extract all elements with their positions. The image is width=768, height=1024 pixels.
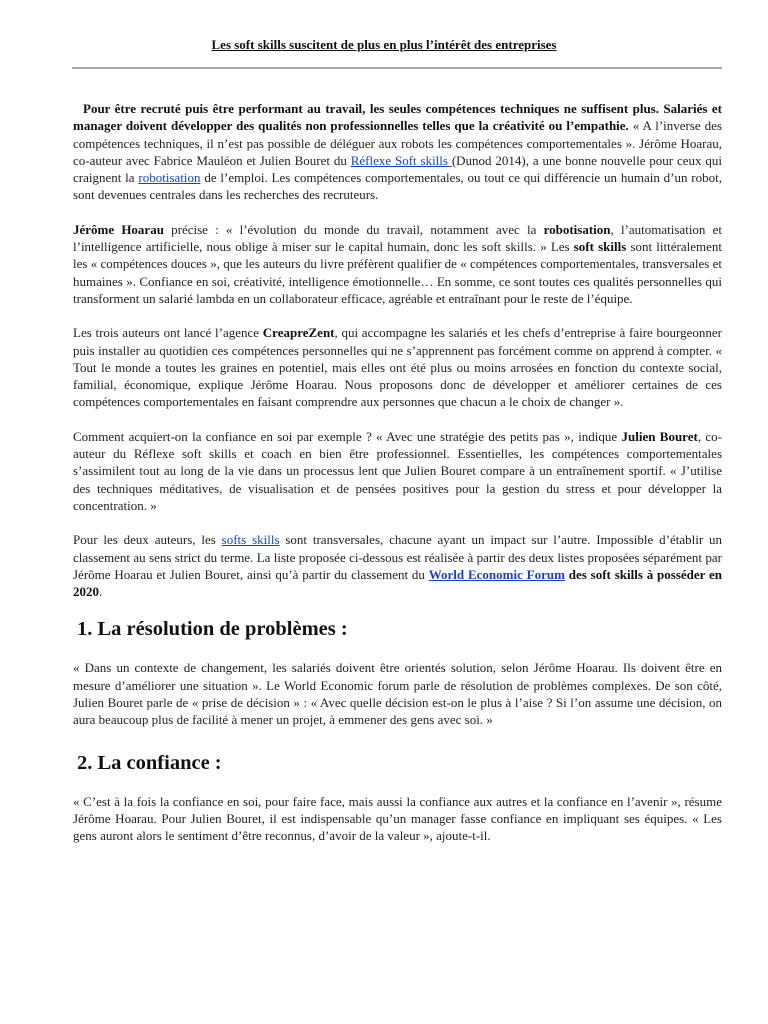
bold-robotisation: robotisation [543, 221, 611, 237]
article-body [73, 100, 722, 862]
heading-confidence: 2. La confiance : [77, 751, 222, 774]
hoarau-text-1: précise : « l’évolution du monde du travail, notamment avec la [163, 221, 544, 237]
book-link[interactable]: Réflexe Soft skills [350, 152, 452, 168]
ranking-text-3: . [99, 584, 103, 600]
title-divider [72, 67, 722, 69]
softs-skills-link[interactable]: softs skills [221, 532, 280, 548]
agency-text-2: , qui accompagne les salariés et les chefs d’entreprise à faire bourgeonner puis installer au quotidien ces compétences personnelles qui ne s’apprennent pas forcément comme on apprend à compter. « Tout le monde a toutes les graines en potentiel, mais elles ont été plus ou moins arrosées en fonction du contexte social, familial, économique, explique Jérôme Hoarau. Nous proposons donc de développer et améliorer certaines de ces compétences comportementales en faisant comprendre aux personnes que chacun a le choix de changer ». [73, 325, 723, 410]
intro-text-3: de l’emploi. Les compétences comportementales, ou tout ce qui différencie un humain d’un robot, sont devenues centrales dans les recherches des recruteurs. [73, 170, 723, 203]
bouret-text-2: , co-auteur du Réflexe soft skills et coach en bien être professionnel. Essentielles, les compétences comportementales s’assimilent tout au long de la vie dans un processus lent que Julien Bouret compare à un entraînement sportif. « J’utilise des techniques méditatives, de visualisation et de pensées positives pour la gestion du stress et pour développer la concentration. » [73, 428, 722, 513]
hoarau-text-3: sont littéralement les « compétences douces », que les auteurs du livre préfèrent qualifier de « compétences comportementales, transversales et humaines ». Confiance en soi, créativité, intelligence émotionnelle… En somme, ce sont toutes ces qualités personnelles qui transforment un salarié lambda en un collaborateur efficace, agréable et entraînant pour le reste de l’équipe. [73, 239, 722, 306]
intro-text-1: « A l’inverse des compétences techniques, il n’est pas possible de déléguer aux robots les compétences comportementales ». Jérôme Hoarau, co-auteur avec Fabrice Mauléon et Julien Bouret du [73, 118, 722, 168]
ranking-text-2: sont transversales, chacune ayant un impact sur l’autre. Impossible d’établir un classement au sens strict du terme. La liste proposée ci-dessous est réalisée à partir des deux listes proposées séparément par Jérôme Hoarau et Julien Bouret, ainsi qu’à partir du classement du [73, 532, 722, 582]
paragraph-hoarau [73, 221, 722, 307]
article-title: Les soft skills suscitent de plus en plus l’intérêt des entreprises [211, 37, 557, 52]
wef-link[interactable]: World Economic Forum [428, 566, 565, 582]
heading-problem-solving: 1. La résolution de problèmes : [77, 618, 348, 641]
hoarau-text-2: , l’automatisation et l’intelligence artificielle, nous oblige à miser sur le capital humain, donc les soft skills. » Les [73, 221, 722, 255]
intro-lead: Pour être recruté puis être performant au travail, les seules compétences techniques ne suffisent plus. Salariés et manager doivent développer des qualités non professionnelles telles que la créativité ou l’empathie. [73, 101, 722, 134]
name-hoarau: Jérôme Hoarau [73, 221, 164, 237]
intro-text-2: (Dunod 2014), a une bonne nouvelle pour ceux qui craignent la [73, 152, 722, 186]
bold-soft-skills: soft skills [573, 239, 627, 255]
agency-text-1: Les trois auteurs ont lancé l’agence [73, 325, 263, 341]
name-bouret: Julien Bouret [621, 428, 698, 444]
bouret-text-1: Comment acquiert-on la confiance en soi par exemple ? « Avec une stratégie des petits pas », indique [73, 428, 622, 444]
paragraph-intro [73, 100, 722, 204]
agency-name: CreapreZent [262, 325, 335, 341]
paragraph-problem-solving: « Dans un contexte de changement, les salariés doivent être orientés solution, selon Jérôme Hoarau. Ils doivent être en mesure d’améliorer une situation ». Le World Economic forum parle de résolution de problèmes complexes. De son côté, Julien Bouret parle de « prise de décision » : « Avec quelle décision est-on le plus à l’aise ? Si l’on assume une décision, on aura beaucoup plus de facilité à mener un projet, à emmener des gens avec soi. » [73, 660, 722, 728]
paragraph-agency [73, 324, 722, 410]
robotisation-link[interactable]: robotisation [138, 170, 201, 186]
ranking-bold-tail: des soft skills à posséder en 2020 [73, 566, 723, 600]
paragraph-ranking [73, 531, 722, 600]
paragraph-confidence: « C’est à la fois la confiance en soi, pour faire face, mais aussi la confiance aux autres et la confiance en l’avenir », résume Jérôme Hoarau. Pour Julien Bouret, il est indispensable qu’un manager fasse confiance en impliquant ses équipes. « Les gens auront alors le sentiment d’être reconnus, d’avoir de la valeur », ajoute-t-il. [73, 793, 722, 844]
paragraph-bouret [73, 428, 722, 514]
ranking-text-1: Pour les deux auteurs, les [73, 532, 222, 548]
